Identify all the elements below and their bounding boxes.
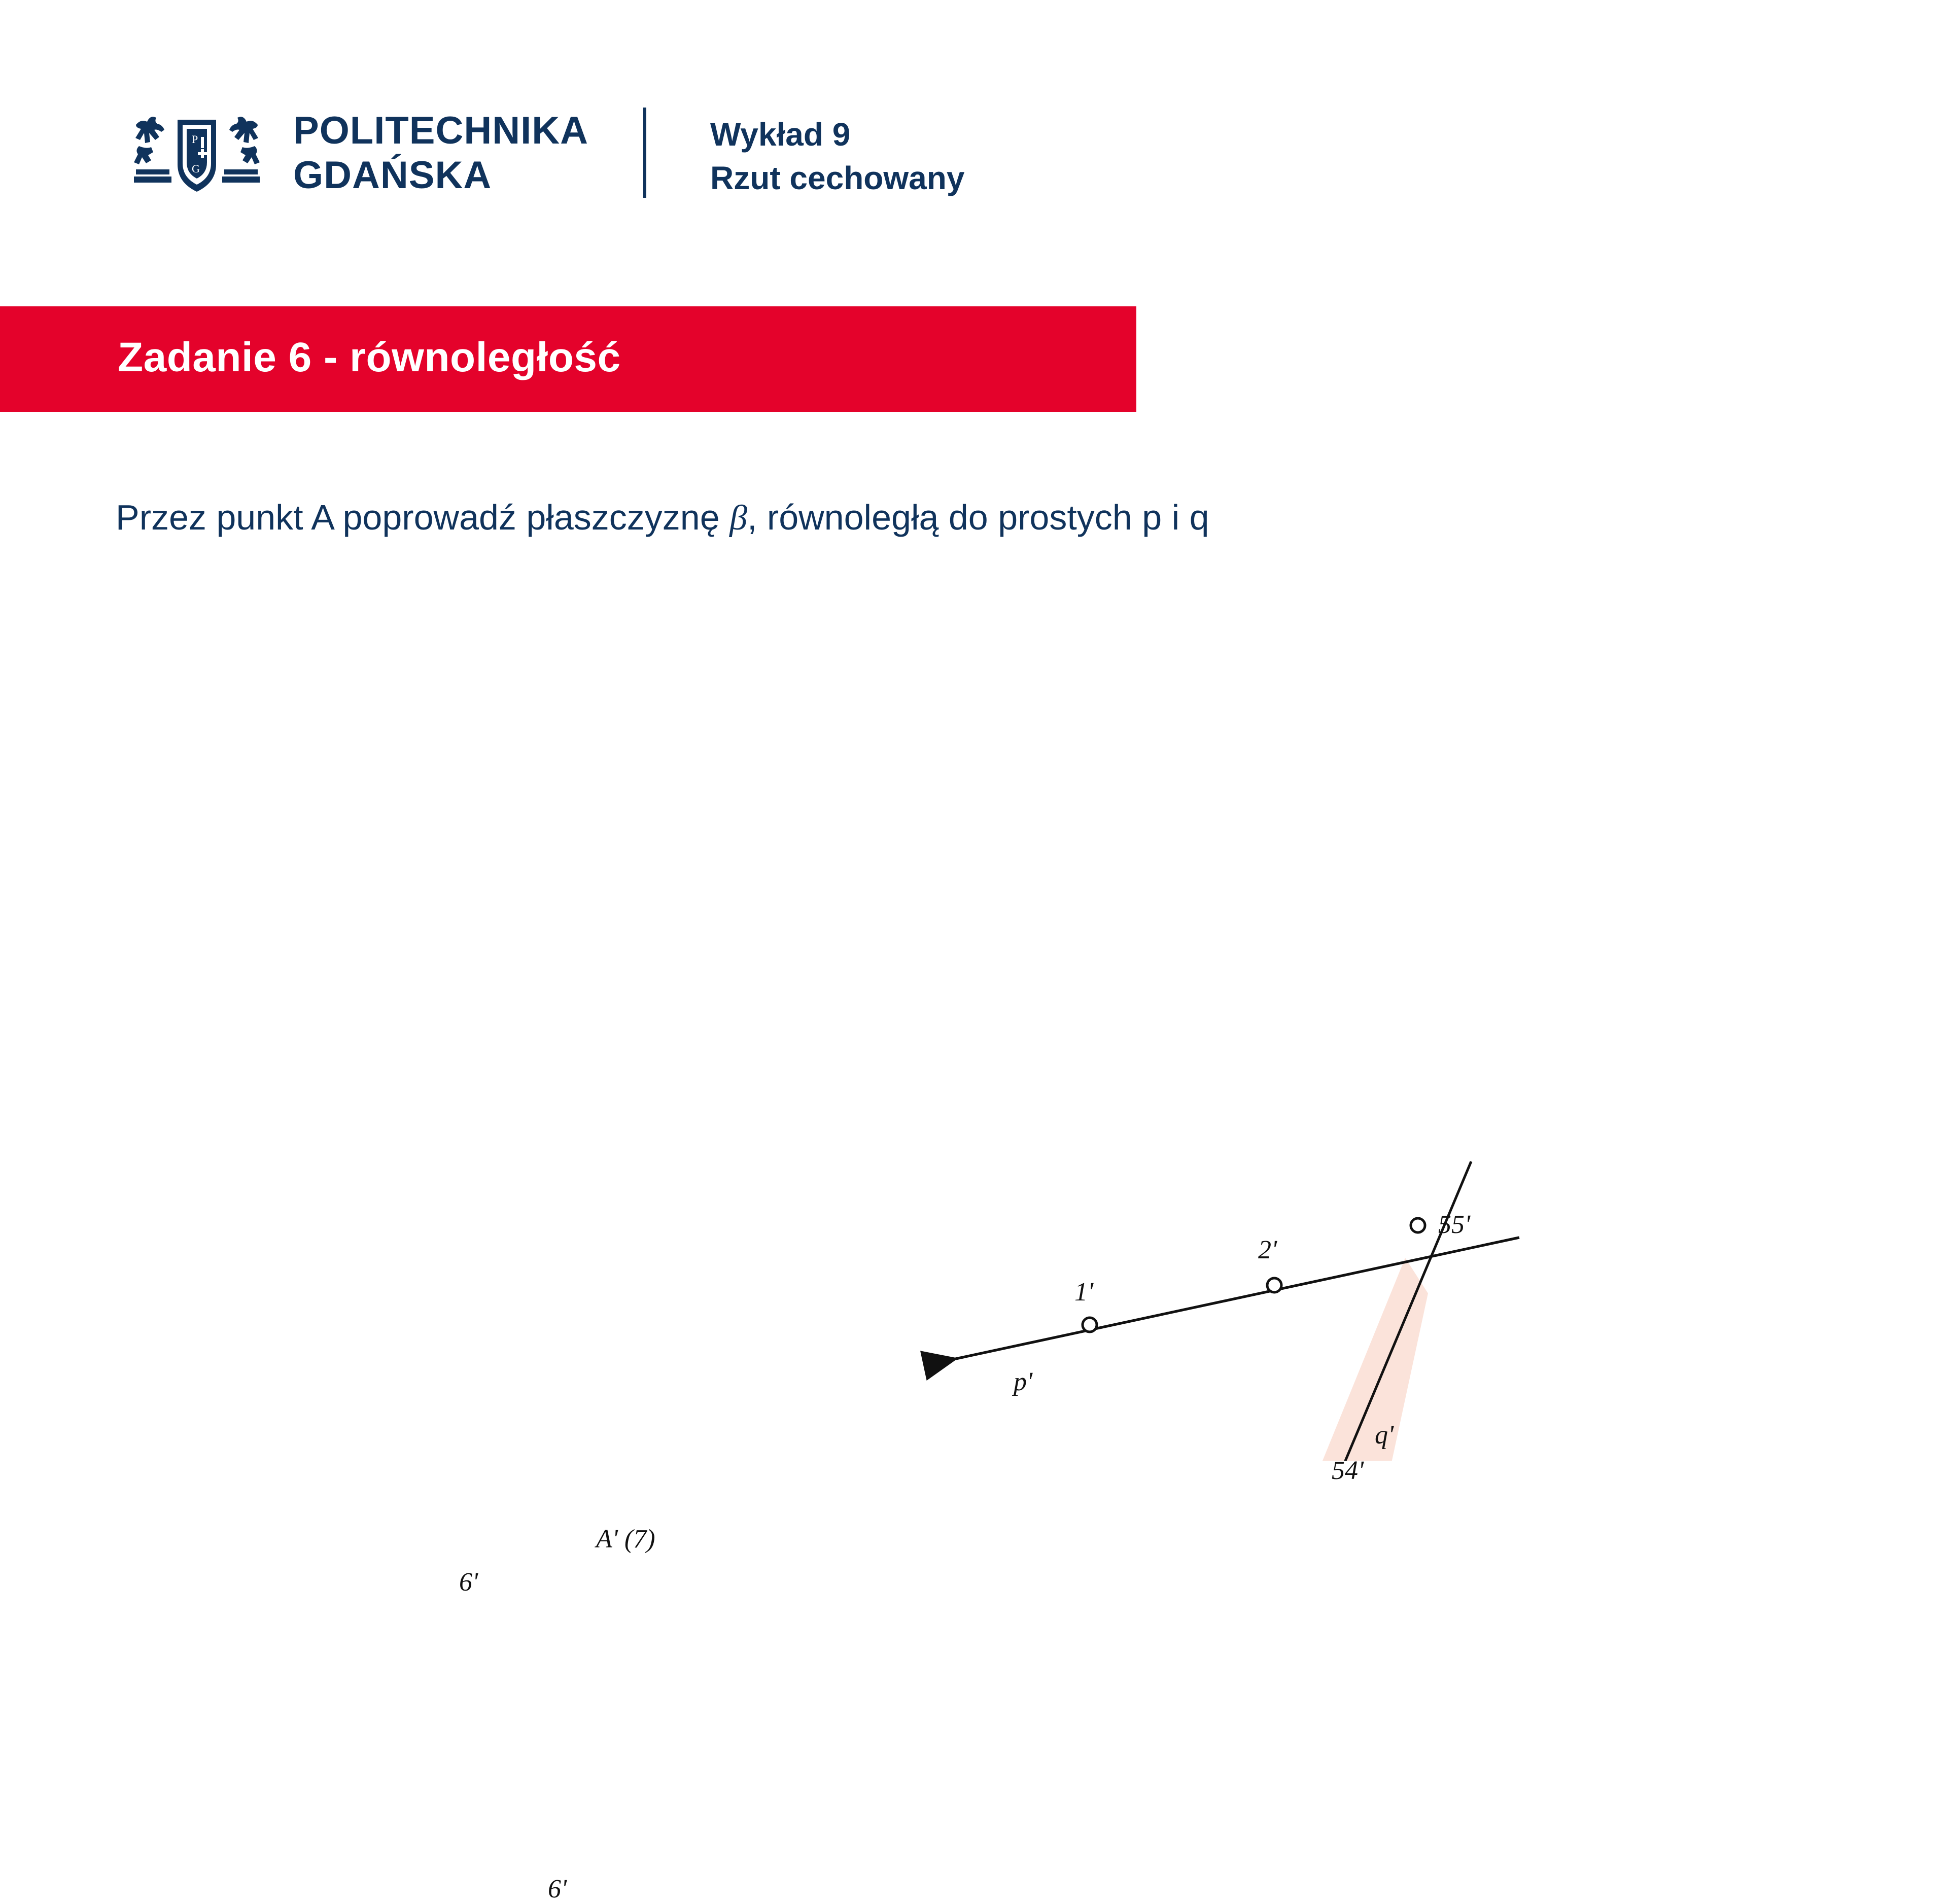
shade-wedge-q bbox=[1294, 1258, 1428, 1461]
section-title: Zadanie 6 - równoległość bbox=[118, 334, 621, 380]
label-point-2: 2' bbox=[1258, 1236, 1277, 1264]
lecture-subject: Rzut cechowany bbox=[710, 160, 965, 197]
line-p-upper-body bbox=[954, 1238, 1519, 1359]
pg-crest-icon bbox=[121, 108, 273, 199]
svg-text:G: G bbox=[192, 162, 200, 175]
university-wordmark bbox=[293, 109, 588, 198]
header-divider bbox=[643, 108, 646, 198]
label-line-p: p' bbox=[1014, 1367, 1033, 1396]
lecture-title bbox=[710, 113, 964, 200]
point-2-marker bbox=[1267, 1278, 1281, 1292]
beta-symbol: β bbox=[729, 499, 747, 538]
task-statement bbox=[116, 497, 1209, 539]
task-text-after: , równoległą do prostych p i q bbox=[747, 498, 1209, 537]
page-header bbox=[0, 0, 1948, 264]
task-text-before: Przez punkt A poprowadź płaszczyznę bbox=[116, 498, 730, 537]
university-logo bbox=[121, 108, 588, 199]
figure-drawing bbox=[0, 583, 1948, 1461]
label-point-6-lower: 6' bbox=[548, 1875, 567, 1903]
university-name-line1: POLITECHNIKA bbox=[293, 109, 588, 152]
point-55-marker bbox=[1411, 1218, 1425, 1232]
label-point-55: 55' bbox=[1438, 1210, 1471, 1239]
geometry-figure bbox=[0, 583, 1948, 1903]
label-point-54: 54' bbox=[1332, 1456, 1364, 1485]
university-name-line2: GDAŃSKA bbox=[293, 154, 492, 197]
label-line-q: q' bbox=[1375, 1421, 1394, 1450]
point-1-marker bbox=[1083, 1318, 1097, 1332]
svg-text:P: P bbox=[192, 133, 198, 146]
label-point-A: A' (7) bbox=[596, 1525, 655, 1554]
label-point-6-upper: 6' bbox=[459, 1568, 478, 1597]
label-point-1: 1' bbox=[1074, 1278, 1094, 1307]
lecture-number: Wykład 9 bbox=[710, 116, 851, 153]
